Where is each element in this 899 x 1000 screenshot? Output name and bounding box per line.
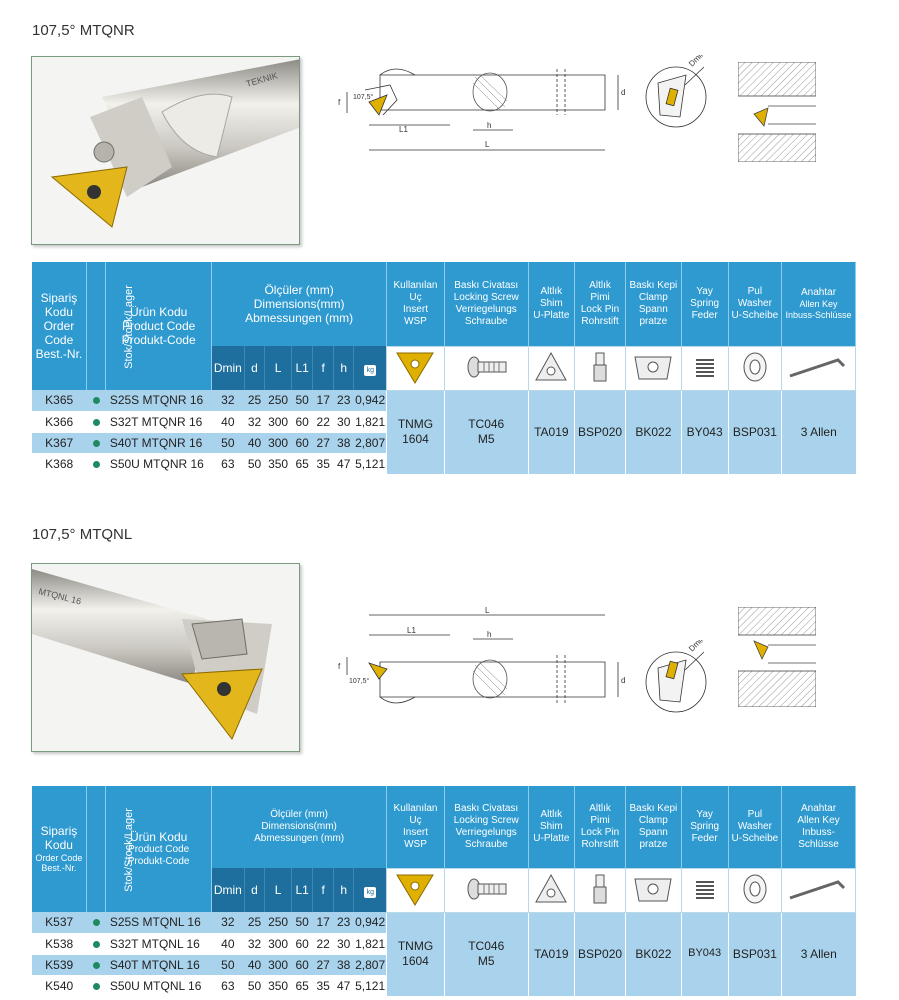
header-insert: Kullanılan Uç Insert WSP (387, 262, 444, 346)
tool-photo (31, 563, 300, 752)
spring-icon (681, 346, 728, 390)
screw-icon (444, 868, 528, 912)
shim-value: TA019 (528, 912, 574, 996)
pin-icon (574, 868, 625, 912)
clamp-value: BK022 (626, 912, 681, 996)
table-row: K539 S40T MTQNL 16 50 40 300 60 27 38 2,807 (32, 954, 856, 975)
shim-value: TA019 (528, 390, 574, 474)
insert-icon (387, 868, 444, 912)
allen-key-icon (782, 868, 856, 912)
label-dmin: Dmin (687, 640, 707, 654)
stock-dot (93, 419, 100, 426)
header-washer: Pul Washer U-Scheibe (728, 786, 781, 868)
label-angle: 107,5° (353, 94, 374, 101)
spec-table (32, 786, 856, 997)
label-f: f (338, 662, 341, 671)
header-pin: Altlık Pimi Lock Pin Rohrstift (574, 262, 625, 346)
header-pin: Altlık Pimi Lock Pin Rohrstift (574, 786, 625, 868)
bore-section-drawing (738, 62, 816, 162)
table-row: K366 S32T MTQNR 16 40 32 300 60 22 30 1,821 (32, 411, 856, 432)
photo-label: MTQNL 16 (37, 586, 83, 607)
dim-col-h: h (333, 868, 354, 912)
shim-icon (528, 346, 574, 390)
clamp-value: BK022 (626, 390, 681, 474)
weight-icon: kg (354, 346, 387, 390)
stock-dot (93, 397, 100, 404)
bore-section-drawing (738, 607, 816, 707)
pin-icon (574, 346, 625, 390)
table-row: K537 S25S MTQNL 16 32 25 250 50 17 23 0,942 TNMG 1604 TC046 M5 TA019 BSP020 BK022 BY043 BSP031 3 Allen (32, 912, 856, 933)
dmin-detail-drawing (640, 55, 720, 135)
label-d: d (621, 88, 626, 97)
label-L: L (485, 606, 490, 615)
dim-col-d: d (244, 346, 265, 390)
label-L1: L1 (399, 125, 408, 134)
header-screw: Baskı Civatası Locking Screw Verriegelungs Schraube (444, 262, 528, 346)
weight-icon: kg (354, 868, 387, 912)
label-dmin: Dmin (687, 55, 707, 69)
header-key: Anahtar Allen Key Inbuss-Schlüsse (782, 262, 856, 346)
label-h: h (487, 121, 492, 130)
washer-value: BSP031 (728, 912, 781, 996)
screw-value: TC046 M5 (444, 912, 528, 996)
dmin-detail-drawing (640, 640, 720, 720)
dim-col-d: d (244, 868, 265, 912)
header-clamp: Baskı Kepi Clamp Spann pratze (626, 262, 681, 346)
header-insert: Kullanılan Uç Insert WSP (387, 786, 444, 868)
spring-icon (681, 868, 728, 912)
label-d: d (621, 676, 626, 685)
dim-col-f: f (313, 868, 334, 912)
key-value: 3 Allen (782, 390, 856, 474)
spec-table (32, 262, 856, 475)
label-L: L (485, 140, 490, 149)
key-value: 3 Allen (782, 912, 856, 996)
header-product-code: Ürün Kodu Product Code Produkt-Code (106, 262, 212, 390)
table-row: K367 S40T MTQNR 16 50 40 300 60 27 38 2,807 (32, 432, 856, 453)
stock-dot (93, 983, 100, 990)
photo-label: TEKNIK (244, 70, 279, 89)
washer-icon (728, 868, 781, 912)
header-shim: Altlık Shim U-Platte (528, 786, 574, 868)
dim-col-L: L (265, 868, 292, 912)
header-stock: Stok/Stock/Lager (86, 262, 105, 390)
dim-col-h: h (333, 346, 354, 390)
stock-dot (93, 919, 100, 926)
clamp-icon (626, 868, 681, 912)
dim-col-dmin: Dmin (211, 868, 244, 912)
table-row: K538 S32T MTQNL 16 40 32 300 60 22 30 1,821 (32, 933, 856, 954)
header-stock: Stok/Stock/Lager (86, 786, 105, 912)
header-washer: Pul Washer U-Scheibe (728, 262, 781, 346)
washer-icon (728, 346, 781, 390)
stock-dot (93, 461, 100, 468)
screw-icon (444, 346, 528, 390)
clamp-icon (626, 346, 681, 390)
table-row: K365 S25S MTQNR 16 32 25 250 50 17 23 0,942 TNMG 1604 TC046 M5 TA019 BSP020 BK022 BY043 BSP031 3 Allen (32, 390, 856, 411)
allen-key-icon (782, 346, 856, 390)
dim-col-L1: L1 (291, 346, 313, 390)
header-order-code: Sipariş Kodu Order Code Best.-Nr. (32, 262, 86, 390)
header-dimensions: Ölçüler (mm) Dimensions(mm) Abmessungen (mm) (211, 786, 386, 868)
label-f: f (338, 98, 341, 107)
section-title: 107,5° MTQNR (32, 22, 135, 39)
pin-value: BSP020 (574, 390, 625, 474)
header-spring: Yay Spring Feder (681, 262, 728, 346)
pin-value: BSP020 (574, 912, 625, 996)
header-key: Anahtar Allen Key Inbuss-Schlüsse (782, 786, 856, 868)
label-L1: L1 (407, 626, 416, 635)
stock-dot (93, 941, 100, 948)
table-row: K368 S50U MTQNR 16 63 50 350 65 35 47 5,121 (32, 453, 856, 474)
washer-value: BSP031 (728, 390, 781, 474)
dim-col-L1: L1 (291, 868, 313, 912)
screw-value: TC046 M5 (444, 390, 528, 474)
dimension-drawing (335, 605, 635, 715)
label-h: h (487, 630, 492, 639)
stock-dot (93, 962, 100, 969)
section-title: 107,5° MTQNL (32, 526, 133, 543)
insert-icon (387, 346, 444, 390)
spring-value: BY043 (681, 390, 728, 474)
dim-col-L: L (265, 346, 292, 390)
header-clamp: Baskı Kepi Clamp Spann pratze (626, 786, 681, 868)
dimension-drawing (335, 55, 635, 165)
header-screw: Baskı Civatası Locking Screw Verriegelungs Schraube (444, 786, 528, 868)
header-spring: Yay Spring Feder (681, 786, 728, 868)
insert-value: TNMG 1604 (387, 912, 444, 996)
dim-col-f: f (313, 346, 334, 390)
shim-icon (528, 868, 574, 912)
tool-photo (31, 56, 300, 245)
dim-col-dmin: Dmin (211, 346, 244, 390)
label-angle: 107,5° (349, 678, 370, 685)
stock-dot (93, 440, 100, 447)
insert-value: TNMG 1604 (387, 390, 444, 474)
table-row: K540 S50U MTQNL 16 63 50 350 65 35 47 5,121 (32, 975, 856, 996)
header-shim: Altlık Shim U-Platte (528, 262, 574, 346)
header-order-code: Sipariş Kodu Order Code Best.-Nr. (32, 786, 86, 912)
header-dimensions: Ölçüler (mm) Dimensions(mm) Abmessungen (mm) (211, 262, 386, 346)
header-product-code: Ürün Kodu Product Code Produkt-Code (106, 786, 212, 912)
spring-value: BY043 (681, 912, 728, 996)
